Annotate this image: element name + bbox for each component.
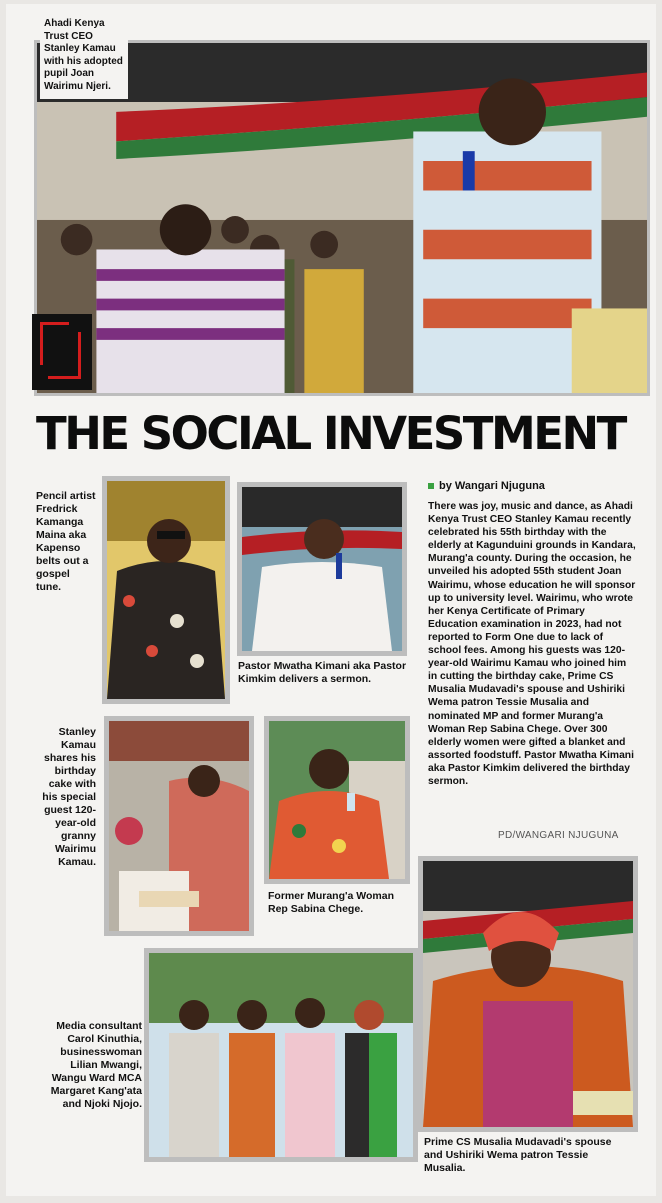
caption-tessie-musalia: Prime CS Musalia Mudavadi's spouse and Ushiriki Wema patron Tessie Musalia. bbox=[424, 1136, 612, 1174]
caption-cake: Stanley Kamau shares his birthday cake with his special guest 120-year-old granny Wairimu Kamau. bbox=[42, 726, 96, 868]
group-photo bbox=[144, 948, 418, 1162]
main-photo-caption: Ahadi Kenya Trust CEO Stanley Kamau with his adopted pupil Joan Wairimu Njeri. bbox=[40, 14, 128, 99]
caption-pencil-artist: Pencil artist Fredrick Kamanga Maina aka Kapenso belts out a gospel tune. bbox=[36, 490, 96, 593]
publication-logo bbox=[32, 314, 92, 390]
tessie-musalia-photo bbox=[418, 856, 638, 1132]
byline-text: by Wangari Njuguna bbox=[439, 480, 545, 492]
byline bbox=[428, 480, 545, 492]
caption-pastor: Pastor Mwatha Kimani aka Pastor Kimkim delivers a sermon. bbox=[238, 660, 407, 685]
byline-marker-icon bbox=[428, 483, 434, 489]
headline: THE SOCIAL INVESTMENT bbox=[36, 407, 625, 460]
caption-group: Media consultant Carol Kinuthia, businesswoman Lilian Mwangi, Wangu Ward MCA Margaret Kang'ata and Njoki Njojo. bbox=[50, 1020, 142, 1110]
article-body: There was joy, music and dance, as Ahadi Kenya Trust CEO Stanley Kamau recently celebrated his 55th birthday with the elderly at Kagunduini grounds in Kandara, Murang'a county. During the occasion, he unveiled his adopted 55th student Joan Wairimu, whose education he will sponsor up to university level. Wairimu, who wrote her Kenya Certificate of Primary Education examination in 2023, had not reported to Form One due to lack of school fees. Among his guests was 120-year-old Wairimu Kamau who joined him in cutting the birthday cake, Prime CS Musalia Mudavadi's spouse and Ushiriki Wema patron Tessie Musalia and nominated MP and former Murang'a Woman Rep Sabina Chege. Over 300 elderly women were gifted a blanket and assorted foodstuff. Pastor Mwatha Kimani aka Pastor Kimkim delivered the birthday sermon. bbox=[428, 501, 636, 787]
pencil-artist-photo bbox=[102, 476, 230, 704]
sabina-chege-photo bbox=[264, 716, 410, 884]
newspaper-page bbox=[6, 4, 656, 1196]
pastor-photo bbox=[237, 482, 407, 656]
photo-credit: PD/WANGARI NJUGUNA bbox=[498, 830, 619, 841]
cake-photo bbox=[104, 716, 254, 936]
caption-sabina-chege: Former Murang'a Woman Rep Sabina Chege. bbox=[268, 890, 394, 915]
